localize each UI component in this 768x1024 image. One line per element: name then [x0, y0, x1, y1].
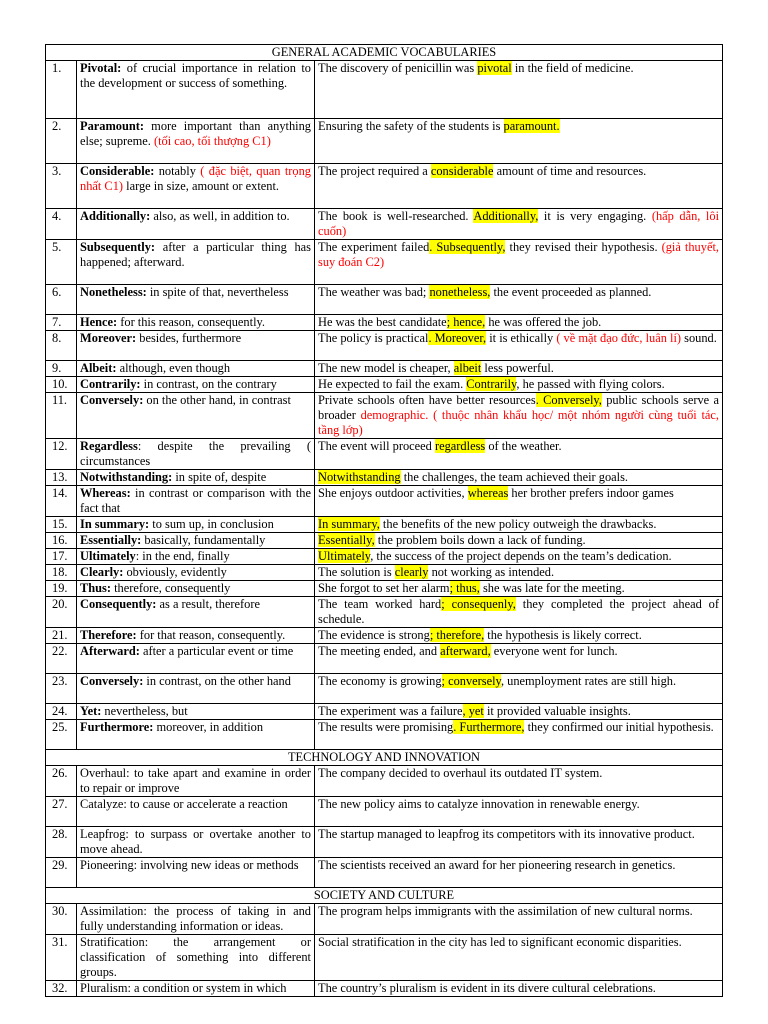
vocabulary-row: [46, 597, 723, 628]
entry-number: 8.: [46, 331, 77, 361]
term-definition: [77, 628, 315, 644]
term-meaning: Pluralism: a condition or system in which: [80, 981, 287, 995]
example-text: The evidence is strong: [318, 628, 430, 642]
example-text: in the field of medicine.: [511, 61, 634, 75]
vocabulary-row: [46, 981, 723, 997]
term-word: Consequently:: [80, 597, 157, 611]
example-text: The experiment failed: [318, 240, 430, 254]
term-definition: [77, 61, 315, 119]
term-definition: [77, 439, 315, 470]
term-definition: [77, 533, 315, 549]
highlighted-keyword: clearly: [394, 565, 429, 579]
term-definition: [77, 315, 315, 331]
entry-number: 22.: [46, 644, 77, 674]
example-text: The results were promising: [318, 720, 454, 734]
vocabulary-row: [46, 644, 723, 674]
example-text: they confirmed our initial hypothesis.: [524, 720, 714, 734]
term-meaning: in contrast, on the contrary: [140, 377, 277, 391]
term-word: Pivotal:: [80, 61, 122, 75]
entry-number: 29.: [46, 858, 77, 888]
example-text: the event proceeded as planned.: [490, 285, 652, 299]
example-text: She forgot to set her alarm: [318, 581, 450, 595]
term-meaning: Assimilation: the process of taking in and fully understanding information or ideas.: [80, 904, 311, 933]
term-meaning: Catalyze: to cause or accelerate a reaction: [80, 797, 288, 811]
term-meaning: obviously, evidently: [123, 565, 227, 579]
vocabulary-row: [46, 486, 723, 517]
example-text: The scientists received an award for her pioneering research in genetics.: [318, 858, 676, 872]
vietnamese-note: (hấp dẫn, lôi cuốn): [318, 209, 720, 238]
example-text: The solution is: [318, 565, 395, 579]
example-sentence: [315, 720, 723, 750]
example-sentence: [315, 61, 723, 119]
vocabulary-table-body: [46, 45, 723, 997]
vietnamese-note: ( về mặt đạo đức, luân lí): [556, 331, 682, 345]
example-text: The country’s pluralism is evident in its divere cultural celebrations.: [318, 981, 656, 995]
highlighted-keyword: . Furthermore,: [453, 720, 525, 734]
highlighted-keyword: ; consequenly,: [441, 597, 516, 611]
vocabulary-row: [46, 704, 723, 720]
entry-number: 32.: [46, 981, 77, 997]
term-definition: [77, 470, 315, 486]
term-definition: [77, 486, 315, 517]
term-definition: [77, 644, 315, 674]
term-word: Afterward:: [80, 644, 140, 658]
example-sentence: [315, 628, 723, 644]
vocabulary-row: [46, 439, 723, 470]
term-meaning: of crucial importance in relation to the development or success of something.: [80, 61, 311, 90]
term-definition: [77, 827, 315, 858]
vocabulary-row: [46, 720, 723, 750]
term-definition: [77, 935, 315, 981]
example-sentence: [315, 935, 723, 981]
example-sentence: [315, 285, 723, 315]
highlighted-keyword: In summary,: [318, 517, 380, 531]
example-sentence: [315, 581, 723, 597]
example-text: they revised their hypothesis.: [505, 240, 662, 254]
vocabulary-row: [46, 209, 723, 240]
highlighted-keyword: Additionally,: [473, 209, 539, 223]
example-sentence: [315, 470, 723, 486]
entry-number: 14.: [46, 486, 77, 517]
entry-number: 13.: [46, 470, 77, 486]
term-definition: [77, 393, 315, 439]
term-definition: [77, 549, 315, 565]
term-word: Thus:: [80, 581, 111, 595]
section-header-row: [46, 45, 723, 61]
highlighted-keyword: , yet: [462, 704, 484, 718]
term-meaning: for that reason, consequently.: [136, 628, 286, 642]
term-word: Furthermore:: [80, 720, 154, 734]
example-sentence: [315, 486, 723, 517]
example-text: Social stratification in the city has led to significant economic disparities.: [318, 935, 682, 949]
term-word: Albeit:: [80, 361, 117, 375]
example-sentence: [315, 644, 723, 674]
term-meaning: in spite of that, nevertheless: [146, 285, 289, 299]
entry-number: 6.: [46, 285, 77, 315]
term-word: Clearly:: [80, 565, 124, 579]
example-text: The economy is growing: [318, 674, 442, 688]
example-text: The program helps immigrants with the assimilation of new cultural norms.: [318, 904, 693, 918]
term-meaning: in spite of, despite: [172, 470, 267, 484]
example-sentence: [315, 331, 723, 361]
term-word: Considerable:: [80, 164, 155, 178]
term-definition: [77, 361, 315, 377]
term-meaning: after a particular event or time: [139, 644, 294, 658]
vocabulary-row: [46, 827, 723, 858]
example-sentence: [315, 119, 723, 164]
term-definition: [77, 119, 315, 164]
example-text: The startup managed to leapfrog its competitors with its innovative product.: [318, 827, 695, 841]
term-definition: [77, 981, 315, 997]
entry-number: 20.: [46, 597, 77, 628]
example-text: public schools serve a broader: [318, 393, 719, 422]
entry-number: 3.: [46, 164, 77, 209]
entry-number: 2.: [46, 119, 77, 164]
example-sentence: [315, 674, 723, 704]
term-definition: [77, 766, 315, 797]
entry-number: 31.: [46, 935, 77, 981]
example-sentence: [315, 361, 723, 377]
term-meaning: in contrast, on the other hand: [143, 674, 291, 688]
example-text: The new model is cheaper,: [318, 361, 454, 375]
example-text: , the success of the project depends on the team’s dedication.: [370, 549, 672, 563]
entry-number: 19.: [46, 581, 77, 597]
term-word: In summary:: [80, 517, 150, 531]
example-text: The policy is practical: [318, 331, 429, 345]
term-meaning: in contrast or comparison with the fact that: [80, 486, 311, 515]
term-word: Moreover:: [80, 331, 137, 345]
vocabulary-row: [46, 766, 723, 797]
term-definition: [77, 797, 315, 827]
example-text: He was the best candidate: [318, 315, 447, 329]
example-text: amount of time and resources.: [493, 164, 647, 178]
vocabulary-row: [46, 517, 723, 533]
vocabulary-row: [46, 377, 723, 393]
vocabulary-row: [46, 61, 723, 119]
term-word: Ultimately: [80, 549, 136, 563]
example-text: The new policy aims to catalyze innovation in renewable energy.: [318, 797, 640, 811]
example-text: The meeting ended, and: [318, 644, 441, 658]
vocabulary-row: [46, 285, 723, 315]
example-text: Private schools often have better resources: [318, 393, 536, 407]
term-meaning: nevertheless, but: [101, 704, 188, 718]
example-sentence: [315, 597, 723, 628]
term-word: Whereas:: [80, 486, 131, 500]
example-text: The company decided to overhaul its outdated IT system.: [318, 766, 603, 780]
example-sentence: [315, 797, 723, 827]
vocabulary-row: [46, 470, 723, 486]
entry-number: 27.: [46, 797, 77, 827]
example-text: it is very engaging.: [538, 209, 652, 223]
example-text: sound.: [681, 331, 717, 345]
example-text: everyone went for lunch.: [490, 644, 618, 658]
vocabulary-row: [46, 549, 723, 565]
term-definition: [77, 331, 315, 361]
entry-number: 7.: [46, 315, 77, 331]
term-word: Conversely:: [80, 393, 144, 407]
term-definition: [77, 858, 315, 888]
example-text: The book is well-researched.: [318, 209, 474, 223]
vietnamese-note: (tối cao, tối thượng C1): [153, 134, 271, 148]
term-definition: [77, 565, 315, 581]
example-text: the hypothesis is likely correct.: [484, 628, 642, 642]
entry-number: 12.: [46, 439, 77, 470]
term-meaning: moreover, in addition: [153, 720, 264, 734]
vocabulary-table: [45, 44, 723, 997]
example-text: , he passed with flying colors.: [516, 377, 665, 391]
term-meaning: after a particular thing has happened; afterward.: [80, 240, 311, 269]
highlighted-keyword: Contrarily: [466, 377, 517, 391]
term-definition: [77, 597, 315, 628]
highlighted-keyword: Ultimately: [318, 549, 371, 563]
term-word: Paramount:: [80, 119, 145, 133]
example-sentence: [315, 377, 723, 393]
term-word: Conversely:: [80, 674, 144, 688]
term-definition: [77, 517, 315, 533]
example-sentence: [315, 164, 723, 209]
term-word: Nonetheless:: [80, 285, 147, 299]
entry-number: 23.: [46, 674, 77, 704]
term-meaning: basically, fundamentally: [141, 533, 266, 547]
vocabulary-row: [46, 119, 723, 164]
term-word: Additionally:: [80, 209, 151, 223]
example-text: her brother prefers indoor games: [508, 486, 674, 500]
example-text: He expected to fail the exam.: [318, 377, 467, 391]
entry-number: 18.: [46, 565, 77, 581]
example-sentence: [315, 858, 723, 888]
example-text: it provided valuable insights.: [483, 704, 631, 718]
example-text: , unemployment rates are still high.: [500, 674, 677, 688]
highlighted-keyword: Essentially,: [318, 533, 375, 547]
example-sentence: [315, 393, 723, 439]
example-text: The event will proceed: [318, 439, 435, 453]
entry-number: 11.: [46, 393, 77, 439]
example-sentence: [315, 549, 723, 565]
term-meaning: although, even though: [116, 361, 231, 375]
highlighted-keyword: Notwithstanding: [318, 470, 401, 484]
example-sentence: [315, 904, 723, 935]
term-word: Essentially:: [80, 533, 142, 547]
vocabulary-row: [46, 565, 723, 581]
entry-number: 10.: [46, 377, 77, 393]
example-text: less powerful.: [481, 361, 554, 375]
entry-number: 21.: [46, 628, 77, 644]
example-sentence: [315, 517, 723, 533]
highlighted-keyword: ; hence,: [446, 315, 486, 329]
vocabulary-row: [46, 904, 723, 935]
highlighted-keyword: paramount.: [503, 119, 560, 133]
entry-number: 24.: [46, 704, 77, 720]
example-sentence: [315, 827, 723, 858]
term-word: Regardless: [80, 439, 138, 453]
example-text: the benefits of the new policy outweigh the drawbacks.: [379, 517, 657, 531]
highlighted-keyword: whereas: [467, 486, 509, 500]
example-text: the problem boils down a lack of funding.: [374, 533, 586, 547]
example-sentence: [315, 240, 723, 285]
term-meaning: Pioneering: involving new ideas or methods: [80, 858, 299, 872]
entry-number: 9.: [46, 361, 77, 377]
vocabulary-row: [46, 361, 723, 377]
example-sentence: [315, 766, 723, 797]
example-text: not working as intended.: [428, 565, 555, 579]
entry-number: 26.: [46, 766, 77, 797]
example-sentence: [315, 533, 723, 549]
vocabulary-row: [46, 858, 723, 888]
highlighted-keyword: considerable: [430, 164, 494, 178]
term-word: Contrarily:: [80, 377, 141, 391]
term-definition: [77, 704, 315, 720]
example-text: they completed the project ahead of schedule.: [318, 597, 719, 626]
term-meaning: therefore, consequently: [111, 581, 231, 595]
example-text: it is ethically: [486, 331, 557, 345]
example-text: The experiment was a failure: [318, 704, 463, 718]
term-definition: [77, 164, 315, 209]
term-definition: [77, 240, 315, 285]
section-title: GENERAL ACADEMIC VOCABULARIES: [46, 45, 723, 61]
vocabulary-row: [46, 315, 723, 331]
term-word: Notwithstanding:: [80, 470, 173, 484]
term-meaning: more important than anything else; supreme.: [80, 119, 311, 148]
entry-number: 5.: [46, 240, 77, 285]
term-meaning: as a result, therefore: [156, 597, 260, 611]
term-word: Yet:: [80, 704, 102, 718]
vocabulary-row: [46, 674, 723, 704]
term-meaning: besides, furthermore: [136, 331, 242, 345]
term-meaning: notably: [154, 164, 201, 178]
example-sentence: [315, 315, 723, 331]
example-sentence: [315, 565, 723, 581]
example-sentence: [315, 439, 723, 470]
highlighted-keyword: . Moreover,: [428, 331, 487, 345]
example-text: she was late for the meeting.: [479, 581, 625, 595]
highlighted-keyword: regardless: [434, 439, 486, 453]
vocabulary-row: [46, 393, 723, 439]
example-text: of the weather.: [485, 439, 562, 453]
term-meaning: to sum up, in conclusion: [149, 517, 274, 531]
example-text: The project required a: [318, 164, 431, 178]
vocabulary-row: [46, 164, 723, 209]
example-text: The weather was bad;: [318, 285, 430, 299]
term-definition: [77, 720, 315, 750]
entry-number: 1.: [46, 61, 77, 119]
entry-number: 28.: [46, 827, 77, 858]
entry-number: 15.: [46, 517, 77, 533]
term-word: Subsequently:: [80, 240, 156, 254]
example-text: The team worked hard: [318, 597, 442, 611]
vocabulary-row: [46, 797, 723, 827]
vocabulary-row: [46, 628, 723, 644]
vietnamese-note: demographic. ( thuộc nhân khẩu học/ một nhóm người cùng tuổi tác, tầng lớp): [318, 408, 720, 437]
term-definition: [77, 904, 315, 935]
term-definition: [77, 285, 315, 315]
term-meaning: Leapfrog: to surpass or overtake another to move ahead.: [80, 827, 311, 856]
highlighted-keyword: ; conversely: [441, 674, 501, 688]
example-sentence: [315, 981, 723, 997]
entry-number: 25.: [46, 720, 77, 750]
entry-number: 30.: [46, 904, 77, 935]
highlighted-keyword: . Conversely,: [535, 393, 602, 407]
vietnamese-note: (giả thuyết, suy đoán C2): [318, 240, 719, 269]
example-sentence: [315, 704, 723, 720]
term-definition: [77, 581, 315, 597]
term-meaning: on the other hand, in contrast: [143, 393, 291, 407]
section-title: SOCIETY AND CULTURE: [46, 888, 723, 904]
section-title: TECHNOLOGY AND INNOVATION: [46, 750, 723, 766]
term-meaning: also, as well, in addition to.: [150, 209, 290, 223]
term-word: Therefore:: [80, 628, 137, 642]
section-header-row: [46, 888, 723, 904]
highlighted-keyword: nonetheless,: [429, 285, 491, 299]
term-meaning: for this reason, consequently.: [117, 315, 266, 329]
entry-number: 16.: [46, 533, 77, 549]
section-header-row: [46, 750, 723, 766]
highlighted-keyword: ; therefore,: [429, 628, 485, 642]
term-meaning: Stratification: the arrangement or classification of something into different groups.: [80, 935, 311, 979]
term-definition: [77, 377, 315, 393]
vietnamese-note: ( đặc biệt, quan trọng nhất C1): [80, 164, 311, 193]
highlighted-keyword: ; thus,: [449, 581, 480, 595]
term-meaning: Overhaul: to take apart and examine in order to repair or improve: [80, 766, 311, 795]
example-sentence: [315, 209, 723, 240]
term-meaning-continued: large in size, amount or extent.: [123, 179, 280, 193]
highlighted-keyword: . Subsequently,: [429, 240, 506, 254]
example-text: the challenges, the team achieved their goals.: [400, 470, 629, 484]
entry-number: 17.: [46, 549, 77, 565]
example-text: The discovery of penicillin was: [318, 61, 478, 75]
entry-number: 4.: [46, 209, 77, 240]
example-text: She enjoys outdoor activities,: [318, 486, 468, 500]
vocabulary-row: [46, 581, 723, 597]
vocabulary-page: [45, 44, 722, 997]
highlighted-keyword: pivotal: [477, 61, 512, 75]
example-text: Ensuring the safety of the students is: [318, 119, 504, 133]
highlighted-keyword: afterward,: [440, 644, 491, 658]
term-meaning: : despite the prevailing ( circumstances: [80, 439, 311, 468]
vocabulary-row: [46, 331, 723, 361]
term-definition: [77, 209, 315, 240]
highlighted-keyword: albeit: [453, 361, 482, 375]
term-definition: [77, 674, 315, 704]
example-text: he was offered the job.: [485, 315, 602, 329]
vocabulary-row: [46, 240, 723, 285]
term-meaning: : in the end, finally: [135, 549, 230, 563]
vocabulary-row: [46, 533, 723, 549]
vocabulary-row: [46, 935, 723, 981]
term-word: Hence:: [80, 315, 118, 329]
